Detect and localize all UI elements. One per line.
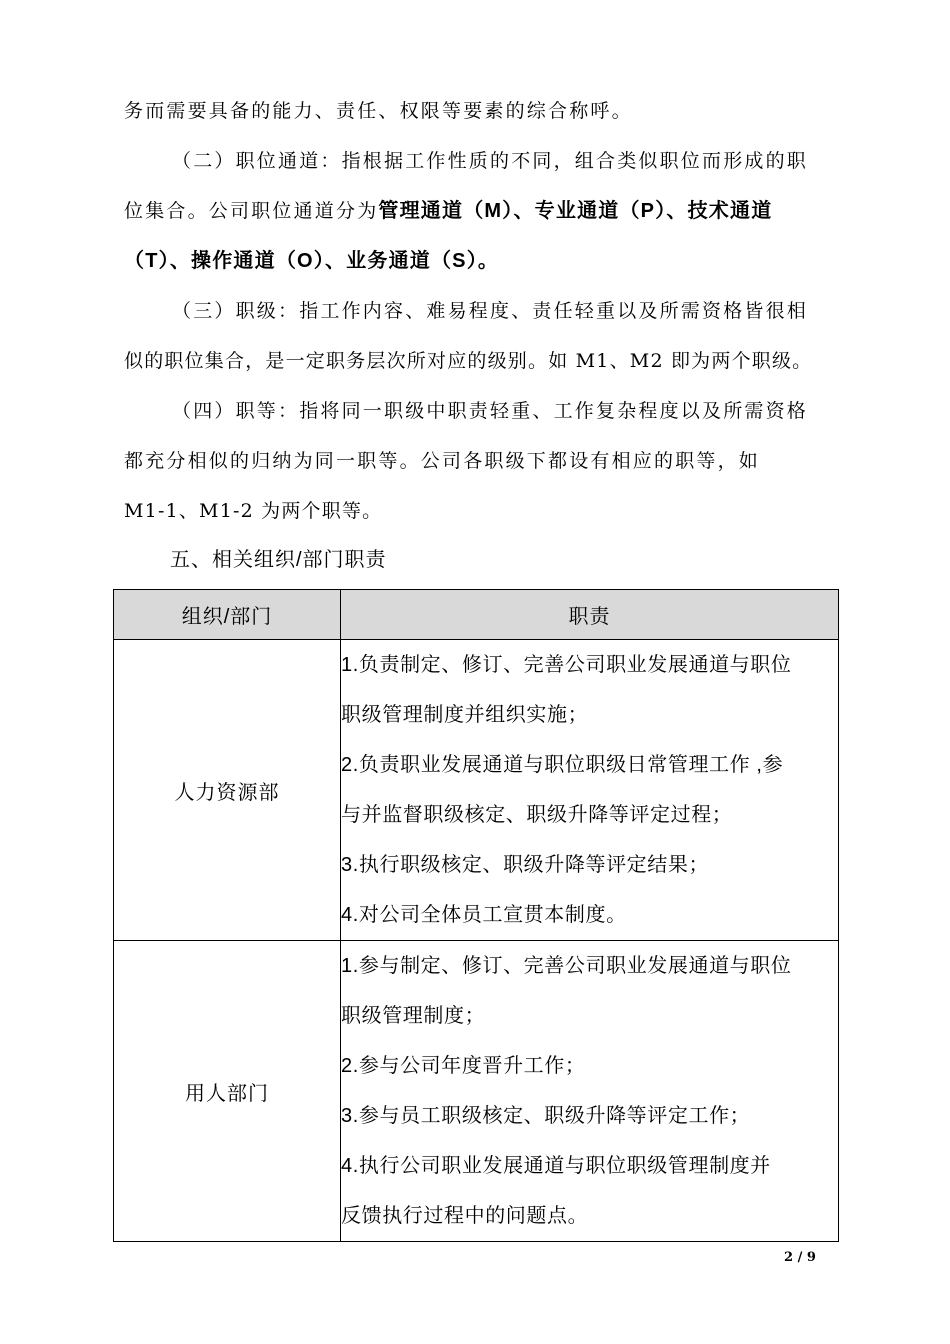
paragraph-line: （二）职位通道：指根据工作性质的不同，组合类似职位而形成的职 xyxy=(172,150,809,172)
duty-line: 2.负责职业发展通道与职位职级日常管理工作 ,参 xyxy=(341,754,784,776)
duty-line: 3.执行职级核定、职级升降等评定结果； xyxy=(341,854,710,876)
table-row xyxy=(114,640,839,941)
duty-line: 2.参与公司年度晋升工作； xyxy=(341,1055,586,1077)
channel-list-bold: （T）、操作通道（O）、业务通道（S）。 xyxy=(124,250,500,272)
duty-line: 反馈执行过程中的问题点。 xyxy=(341,1205,589,1227)
channel-list-bold: 管理通道（M）、专业通道（P）、技术通道 xyxy=(378,200,773,222)
paragraph-line: （三）职级：指工作内容、难易程度、责任轻重以及所需资格皆很相 xyxy=(172,300,809,322)
responsibility-table xyxy=(113,589,839,1242)
paragraph-line: （四）职等：指将同一职级中职责轻重、工作复杂程度以及所需资格 xyxy=(172,400,809,422)
table-header-row xyxy=(114,590,839,640)
duty-line: 职级管理制度； xyxy=(341,1005,486,1027)
duty-line: 与并监督职级核定、职级升降等评定过程； xyxy=(341,804,733,826)
paragraph-line: 似的职位集合，是一定职务层次所对应的级别。如 M1、M2 即为两个职级。 xyxy=(124,350,813,372)
duty-line: 职级管理制度并组织实施； xyxy=(341,704,589,726)
header-duties: 职责 xyxy=(341,590,839,640)
duty-line: 1.参与制定、修订、完善公司职业发展通道与职位 xyxy=(341,955,792,977)
paragraph-text: 位集合。公司职位通道分为 xyxy=(124,200,379,222)
duty-line: 4.执行公司职业发展通道与职位职级管理制度并 xyxy=(341,1155,771,1177)
dept-cell: 人力资源部 xyxy=(114,640,341,941)
paragraph-line: 务而需要具备的能力、责任、权限等要素的综合称呼。 xyxy=(124,100,633,122)
section-heading: 五、相关组织/部门职责 xyxy=(170,549,387,571)
paragraph-line xyxy=(124,196,830,226)
header-dept: 组织/部门 xyxy=(114,590,341,640)
paragraph-line: M1-1、M1-2 为两个职等。 xyxy=(124,500,383,522)
paragraph-line: 都充分相似的归纳为同一职等。公司各职级下都设有相应的职等，如 xyxy=(124,450,761,472)
duties-cell xyxy=(341,941,839,1242)
dept-cell: 用人部门 xyxy=(114,941,341,1242)
duties-cell xyxy=(341,640,839,941)
page-number: 2 / 9 xyxy=(784,1250,816,1265)
duty-line: 3.参与员工职级核定、职级升降等评定工作； xyxy=(341,1105,751,1127)
duty-line: 4.对公司全体员工宣贯本制度。 xyxy=(341,904,627,926)
table-row xyxy=(114,941,839,1242)
duty-line: 1.负责制定、修订、完善公司职业发展通道与职位 xyxy=(341,654,792,676)
